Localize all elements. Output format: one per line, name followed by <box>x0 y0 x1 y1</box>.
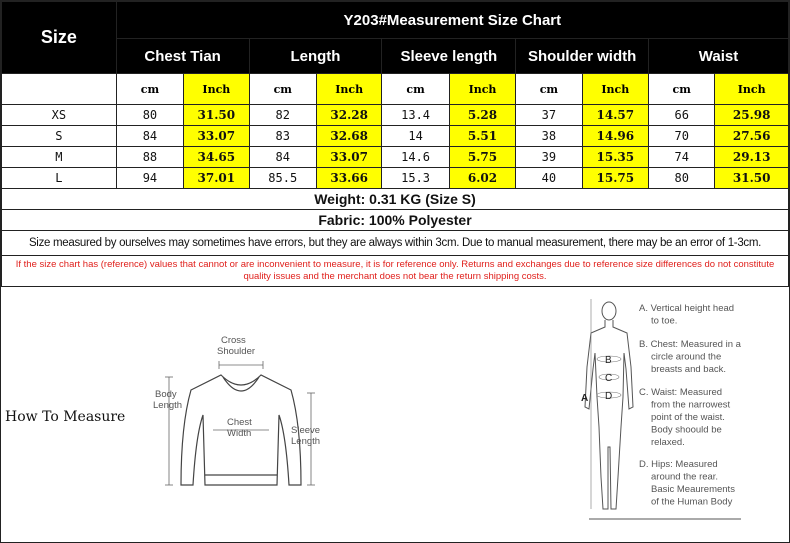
label-c: C <box>605 373 613 384</box>
inch-value-cell: 5.75 <box>449 147 515 168</box>
unit-inch: Inch <box>316 74 381 105</box>
size-cell: XS <box>2 105 117 126</box>
measure-header-shoulder: Shoulder width <box>516 39 649 74</box>
legend-line: around the rear. <box>651 471 719 483</box>
inch-value-cell: 15.35 <box>582 147 648 168</box>
measure-header-waist: Waist <box>649 39 789 74</box>
how-to-measure-title: How To Measure <box>5 409 126 425</box>
cm-value-cell: 80 <box>649 168 715 189</box>
table-row <box>2 105 789 126</box>
inch-value-cell: 32.28 <box>316 105 381 126</box>
cm-value-cell: 82 <box>249 105 316 126</box>
size-header: Size <box>2 2 117 74</box>
label-cross: Cross <box>221 335 246 346</box>
inch-value-cell: 34.65 <box>184 147 249 168</box>
label-body: Body <box>155 389 177 400</box>
legend-line: A. Vertical height head <box>639 303 735 314</box>
legend-line: point of the waist. <box>651 412 725 423</box>
legend-line: of the Human Body <box>651 496 733 508</box>
legend-line: Basic Meaurements <box>651 484 735 495</box>
inch-value-cell: 33.07 <box>316 147 381 168</box>
table-row <box>2 168 789 189</box>
size-cell: S <box>2 126 117 147</box>
cm-value-cell: 84 <box>116 126 183 147</box>
measurement-legend <box>639 303 742 508</box>
how-to-measure-panel <box>1 297 789 542</box>
unit-inch: Inch <box>582 74 648 105</box>
inch-value-cell: 15.75 <box>582 168 648 189</box>
label-a: A <box>581 393 589 404</box>
legend-line: circle around the <box>651 351 722 363</box>
label-width: Width <box>227 428 252 439</box>
cm-value-cell: 88 <box>116 147 183 168</box>
inch-value-cell: 5.51 <box>449 126 515 147</box>
cm-value-cell: 13.4 <box>382 105 449 126</box>
label-chest: Chest <box>227 417 252 428</box>
cm-value-cell: 14 <box>382 126 449 147</box>
legend-line: from the narrowest <box>651 399 731 411</box>
cm-value-cell: 70 <box>649 126 715 147</box>
legend-line: D. Hips: Measured <box>639 459 718 470</box>
cm-value-cell: 85.5 <box>249 168 316 189</box>
cm-value-cell: 80 <box>116 105 183 126</box>
unit-spacer <box>2 74 117 105</box>
cm-value-cell: 37 <box>516 105 582 126</box>
legend-line: breasts and back. <box>651 364 726 375</box>
weight-note: Weight: 0.31 KG (Size S) <box>2 189 789 210</box>
label-body-length: Length <box>153 400 183 411</box>
legend-line: B. Chest: Measured in a <box>639 339 741 350</box>
fabric-note: Fabric: 100% Polyester <box>2 210 789 231</box>
unit-cm: cm <box>249 74 316 105</box>
measure-header-length: Length <box>249 39 382 74</box>
label-shoulder: Shoulder <box>217 346 256 357</box>
body-diagram <box>561 297 781 529</box>
inch-value-cell: 14.57 <box>582 105 648 126</box>
unit-cm: cm <box>116 74 183 105</box>
size-cell: M <box>2 147 117 168</box>
cm-value-cell: 74 <box>649 147 715 168</box>
cm-value-cell: 84 <box>249 147 316 168</box>
cm-value-cell: 38 <box>516 126 582 147</box>
inch-value-cell: 33.07 <box>184 126 249 147</box>
unit-inch: Inch <box>715 74 789 105</box>
unit-cm: cm <box>382 74 449 105</box>
inch-value-cell: 32.68 <box>316 126 381 147</box>
label-sleeve-length: Length <box>291 436 321 447</box>
size-cell: L <box>2 168 117 189</box>
inch-value-cell: 14.96 <box>582 126 648 147</box>
inch-value-cell: 37.01 <box>184 168 249 189</box>
inch-value-cell: 27.56 <box>715 126 789 147</box>
measure-header-sleeve: Sleeve length <box>382 39 516 74</box>
inch-value-cell: 31.50 <box>184 105 249 126</box>
label-b: B <box>605 355 612 366</box>
inch-value-cell: 25.98 <box>715 105 789 126</box>
disclaimer-note: If the size chart has (reference) values that cannot or are inconvenient to measure, it is for reference only. Returns and exchanges due to reference size differences do not constitute quality issues and the merchant does not bear the return shipping costs. <box>2 256 789 287</box>
measure-header-chest: Chest Tian <box>116 39 249 74</box>
cm-value-cell: 39 <box>516 147 582 168</box>
cm-value-cell: 83 <box>249 126 316 147</box>
cm-value-cell: 66 <box>649 105 715 126</box>
legend-line: Body shoould be <box>651 424 722 436</box>
cm-value-cell: 15.3 <box>382 168 449 189</box>
cm-value-cell: 40 <box>516 168 582 189</box>
legend-line: to toe. <box>651 315 678 327</box>
inch-value-cell: 29.13 <box>715 147 789 168</box>
inch-value-cell: 6.02 <box>449 168 515 189</box>
legend-line: C. Waist: Measured <box>639 387 723 398</box>
unit-cm: cm <box>649 74 715 105</box>
inch-value-cell: 33.66 <box>316 168 381 189</box>
inch-value-cell: 31.50 <box>715 168 789 189</box>
table-row <box>2 126 789 147</box>
unit-inch: Inch <box>449 74 515 105</box>
label-d: D <box>605 391 613 402</box>
legend-line: relaxed. <box>651 437 685 448</box>
label-sleeve: Sleeve <box>291 425 321 436</box>
table-row <box>2 147 789 168</box>
chart-title: Y203#Measurement Size Chart <box>116 2 788 39</box>
unit-cm: cm <box>516 74 582 105</box>
sweater-diagram <box>151 335 331 495</box>
cm-value-cell: 94 <box>116 168 183 189</box>
error-note: Size measured by ourselves may sometimes have errors, but they are always within 3cm. Due to manual measurement, there may be an error of 1-3cm. <box>2 231 789 256</box>
size-table <box>1 1 789 287</box>
unit-inch: Inch <box>184 74 249 105</box>
cm-value-cell: 14.6 <box>382 147 449 168</box>
inch-value-cell: 5.28 <box>449 105 515 126</box>
